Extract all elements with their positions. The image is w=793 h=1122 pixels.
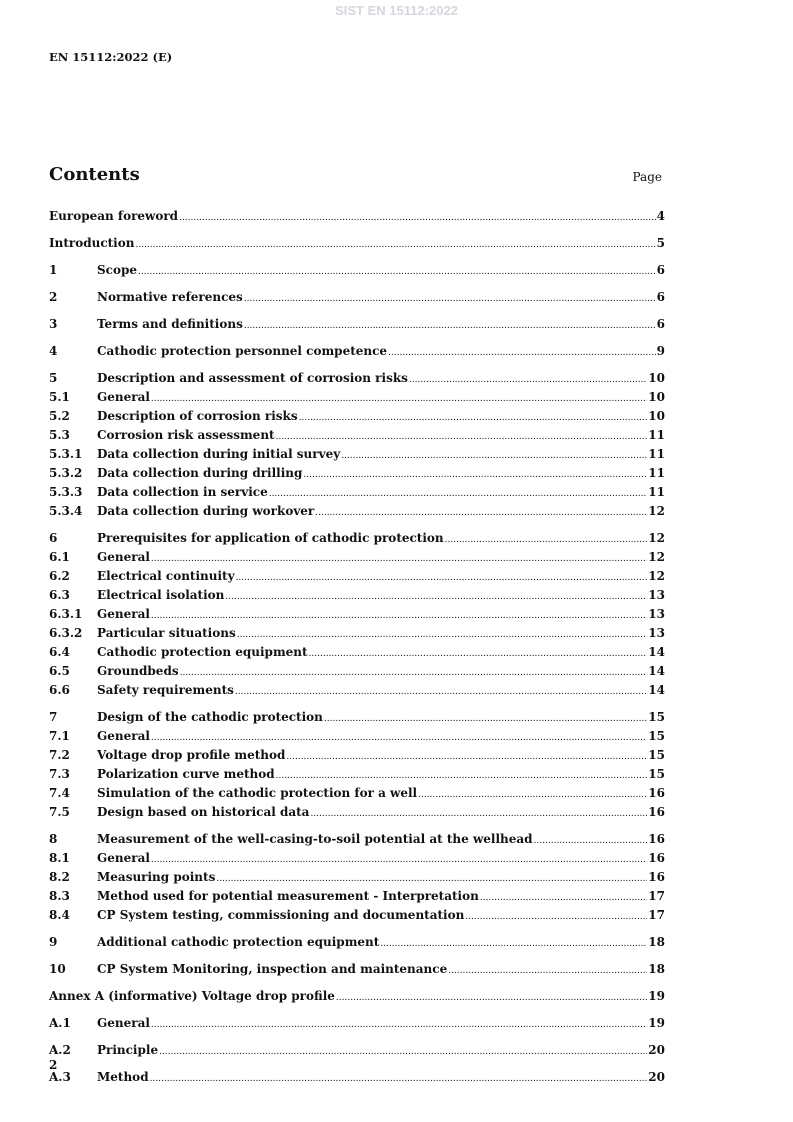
toc-dot-leader [445, 530, 648, 549]
toc-entry-page: 12 [648, 531, 665, 545]
toc-dot-leader [465, 907, 647, 926]
toc-entry[interactable] [49, 568, 665, 587]
toc-entry-page: 4 [656, 209, 665, 223]
toc-dot-leader [341, 446, 647, 465]
toc-entry-number: 6.4 [49, 645, 70, 659]
toc-entry-page: 16 [648, 832, 665, 846]
toc-dot-leader [418, 785, 647, 804]
toc-entry[interactable] [49, 785, 665, 804]
toc-entry-number: 7.1 [49, 729, 70, 743]
toc-entry-number: 5.3.4 [49, 504, 83, 518]
toc-entry-title: Data collection during workover [97, 504, 315, 518]
toc-entry[interactable] [49, 343, 665, 362]
toc-entry-number: 5.2 [49, 409, 70, 423]
toc-entry-number: 4 [49, 344, 58, 358]
toc-dot-leader [235, 682, 647, 701]
toc-entry-title: General [97, 550, 150, 564]
toc-dot-leader [269, 484, 648, 503]
toc-entry[interactable] [49, 961, 665, 980]
toc-entry[interactable] [49, 549, 665, 568]
toc-entry-number: 8 [49, 832, 58, 846]
toc-entry-title: Measuring points [97, 870, 216, 884]
toc-entry-title: Data collection during drilling [97, 466, 303, 480]
toc-entry-page: 10 [648, 371, 665, 385]
toc-dot-leader [179, 208, 656, 227]
document-id: EN 15112:2022 (E) [49, 50, 173, 64]
toc-dot-leader [180, 663, 648, 682]
toc-entry[interactable] [49, 888, 665, 907]
toc-entry[interactable] [49, 625, 665, 644]
toc-entry-number: 8.1 [49, 851, 70, 865]
toc-entry-title: Particular situations [97, 626, 236, 640]
toc-entry[interactable] [49, 709, 665, 728]
toc-entry-number: 5.3.3 [49, 485, 83, 499]
toc-entry-title: Prerequisites for application of cathodic protection [97, 531, 444, 545]
toc-entry-page: 19 [648, 1016, 665, 1030]
toc-entry[interactable] [49, 503, 665, 522]
toc-dot-leader [216, 869, 647, 888]
toc-entry-title: Method [97, 1070, 149, 1084]
toc-entry-title: Additional cathodic protection equipment [97, 935, 380, 949]
toc-entry-title: Scope [97, 263, 138, 277]
toc-entry-number: 5.1 [49, 390, 70, 404]
toc-entry[interactable] [49, 235, 665, 254]
toc-dot-leader [303, 465, 647, 484]
toc-entry[interactable] [49, 766, 665, 785]
toc-entry-page: 13 [648, 607, 665, 621]
toc-entry[interactable] [49, 850, 665, 869]
toc-entry-title: CP System testing, commissioning and documentation [97, 908, 465, 922]
toc-dot-leader [409, 370, 647, 389]
toc-entry[interactable] [49, 389, 665, 408]
toc-dot-leader [225, 587, 647, 606]
toc-entry-number: 6.3 [49, 588, 70, 602]
toc-entry-number: A.1 [49, 1016, 71, 1030]
toc-entry-page: 11 [648, 466, 665, 480]
toc-dot-leader [534, 831, 648, 850]
toc-entry-page: 13 [648, 588, 665, 602]
toc-entry-title: Design based on historical data [97, 805, 310, 819]
toc-entry[interactable] [49, 1042, 665, 1061]
toc-entry[interactable] [49, 728, 665, 747]
toc-entry[interactable] [49, 747, 665, 766]
toc-entry-number: 7.2 [49, 748, 70, 762]
toc-entry-number: 8.4 [49, 908, 70, 922]
toc-entry-title: Data collection in service [97, 485, 268, 499]
toc-entry-title: Cathodic protection personnel competence [97, 344, 388, 358]
toc-dot-leader [151, 1015, 647, 1034]
toc-entry-title: General [97, 607, 150, 621]
toc-dot-leader [276, 766, 648, 785]
toc-dot-leader [388, 343, 656, 362]
toc-entry[interactable] [49, 530, 665, 549]
toc-dot-leader [324, 709, 647, 728]
toc-entry[interactable] [49, 316, 665, 335]
toc-entry[interactable] [49, 644, 665, 663]
toc-entry-title: Normative references [97, 290, 243, 304]
toc-entry-page: 11 [648, 428, 665, 442]
toc-entry-page: 11 [648, 485, 665, 499]
toc-entry-number: 6 [49, 531, 58, 545]
toc-entry-number: 8.3 [49, 889, 70, 903]
toc-entry[interactable] [49, 606, 665, 625]
toc-dot-leader [237, 625, 648, 644]
toc-entry-title: Groundbeds [97, 664, 179, 678]
toc-entry[interactable] [49, 587, 665, 606]
toc-entry-page: 6 [656, 263, 665, 277]
toc-entry[interactable] [49, 831, 665, 850]
toc-entry-page: 13 [648, 626, 665, 640]
toc-entry-page: 16 [648, 851, 665, 865]
toc-entry-page: 10 [648, 409, 665, 423]
toc-dot-leader [138, 262, 656, 281]
toc-entry-number: 10 [49, 962, 66, 976]
toc-entry-page: 16 [648, 870, 665, 884]
toc-entry-page: 14 [648, 664, 665, 678]
toc-entry-title: Description of corrosion risks [97, 409, 298, 423]
toc-entry-number: 7 [49, 710, 58, 724]
toc-entry-title: Method used for potential measurement - Interpretation [97, 889, 479, 903]
toc-dot-leader [315, 503, 647, 522]
page-number: 2 [49, 1058, 58, 1072]
toc-entry-title: General [97, 1016, 150, 1030]
toc-dot-leader [310, 804, 647, 823]
toc-entry-page: 15 [648, 710, 665, 724]
toc-entry-number: 3 [49, 317, 58, 331]
toc-entry-page: 18 [648, 935, 665, 949]
toc-entry-page: 20 [648, 1043, 665, 1057]
toc-dot-leader [236, 568, 648, 587]
toc-entry-number: 6.3.2 [49, 626, 83, 640]
toc-entry[interactable] [49, 869, 665, 888]
toc-dot-leader [151, 389, 647, 408]
toc-entry-title: CP System Monitoring, inspection and maintenance [97, 962, 448, 976]
toc-entry-title: Introduction [49, 236, 135, 250]
toc-dot-leader [336, 988, 647, 1007]
toc-entry-number: 7.3 [49, 767, 70, 781]
toc-entry-number: 2 [49, 290, 58, 304]
toc-entry[interactable] [49, 934, 665, 953]
toc-dot-leader [276, 427, 648, 446]
toc-entry-page: 15 [648, 748, 665, 762]
toc-dot-leader [151, 728, 647, 747]
toc-entry-page: 18 [648, 962, 665, 976]
toc-entry-page: 11 [648, 447, 665, 461]
toc-entry-page: 16 [648, 805, 665, 819]
toc-dot-leader [159, 1042, 647, 1061]
toc-entry-number: 5 [49, 371, 58, 385]
toc-entry-number: 6.2 [49, 569, 70, 583]
toc-entry-title: Electrical continuity [97, 569, 235, 583]
toc-entry[interactable] [49, 289, 665, 308]
toc-entry-title: Simulation of the cathodic protection for a well [97, 786, 418, 800]
toc-entry-page: 14 [648, 683, 665, 697]
toc-entry-page: 14 [648, 645, 665, 659]
toc-entry-number: 7.4 [49, 786, 70, 800]
toc-entry-title: Annex A (informative) Voltage drop profile [49, 989, 335, 1003]
toc-entry[interactable] [49, 262, 665, 281]
toc-entry-number: 8.2 [49, 870, 70, 884]
toc-entry-number: 5.3 [49, 428, 70, 442]
toc-entry-page: 15 [648, 729, 665, 743]
table-of-contents [49, 208, 665, 1088]
toc-dot-leader [286, 747, 647, 766]
toc-entry-page: 6 [656, 290, 665, 304]
toc-dot-leader [244, 316, 656, 335]
toc-entry-title: Safety requirements [97, 683, 234, 697]
toc-dot-leader [151, 606, 647, 625]
toc-entry-title: Measurement of the well-casing-to-soil potential at the wellhead [97, 832, 533, 846]
toc-entry-title: General [97, 851, 150, 865]
toc-entry-number: 9 [49, 935, 58, 949]
toc-entry-page: 17 [648, 889, 665, 903]
toc-entry-title: Voltage drop profile method [97, 748, 286, 762]
toc-entry-number: A.2 [49, 1043, 71, 1057]
toc-entry-page: 16 [648, 786, 665, 800]
toc-entry[interactable] [49, 1069, 665, 1088]
toc-entry-title: Corrosion risk assessment [97, 428, 275, 442]
page-title: Contents [49, 164, 140, 185]
toc-entry-title: European foreword [49, 209, 179, 223]
page-column-label: Page [632, 170, 662, 184]
toc-entry[interactable] [49, 682, 665, 701]
toc-dot-leader [448, 961, 647, 980]
toc-entry-page: 17 [648, 908, 665, 922]
toc-entry-title: Electrical isolation [97, 588, 225, 602]
toc-dot-leader [299, 408, 648, 427]
toc-dot-leader [380, 934, 647, 953]
toc-entry[interactable] [49, 988, 665, 1007]
toc-entry-page: 12 [648, 569, 665, 583]
toc-entry-number: 6.3.1 [49, 607, 83, 621]
toc-dot-leader [309, 644, 648, 663]
toc-entry-page: 12 [648, 550, 665, 564]
toc-entry[interactable] [49, 208, 665, 227]
toc-entry-number: 7.5 [49, 805, 70, 819]
toc-entry-title: Cathodic protection equipment [97, 645, 308, 659]
toc-entry-title: General [97, 729, 150, 743]
toc-dot-leader [135, 235, 655, 254]
toc-entry-title: Design of the cathodic protection [97, 710, 323, 724]
toc-entry-number: A.3 [49, 1070, 71, 1084]
toc-entry-number: 1 [49, 263, 58, 277]
toc-entry-title: Data collection during initial survey [97, 447, 341, 461]
toc-entry-title: Description and assessment of corrosion risks [97, 371, 408, 385]
toc-entry[interactable] [49, 408, 665, 427]
toc-dot-leader [244, 289, 656, 308]
toc-entry-title: Principle [97, 1043, 159, 1057]
toc-dot-leader [150, 1069, 648, 1088]
toc-entry[interactable] [49, 804, 665, 823]
toc-entry-number: 5.3.2 [49, 466, 83, 480]
toc-entry-number: 5.3.1 [49, 447, 83, 461]
toc-entry-title: Polarization curve method [97, 767, 275, 781]
toc-entry[interactable] [49, 663, 665, 682]
toc-entry[interactable] [49, 484, 665, 503]
toc-entry-page: 5 [656, 236, 665, 250]
toc-dot-leader [151, 850, 647, 869]
toc-entry[interactable] [49, 427, 665, 446]
toc-entry-number: 6.1 [49, 550, 70, 564]
toc-entry-page: 12 [648, 504, 665, 518]
toc-entry-number: 6.6 [49, 683, 70, 697]
toc-entry[interactable] [49, 1015, 665, 1034]
toc-entry-page: 20 [648, 1070, 665, 1084]
toc-entry-page: 15 [648, 767, 665, 781]
toc-entry-title: General [97, 390, 150, 404]
toc-entry-title: Terms and definitions [97, 317, 243, 331]
toc-entry-page: 9 [656, 344, 665, 358]
toc-entry-page: 6 [656, 317, 665, 331]
toc-dot-leader [480, 888, 647, 907]
toc-entry-number: 6.5 [49, 664, 70, 678]
toc-entry-page: 10 [648, 390, 665, 404]
toc-entry[interactable] [49, 446, 665, 465]
toc-entry[interactable] [49, 907, 665, 926]
toc-entry-page: 19 [648, 989, 665, 1003]
watermark: SIST EN 15112:2022 [335, 3, 458, 18]
toc-entry[interactable] [49, 370, 665, 389]
toc-dot-leader [151, 549, 647, 568]
toc-entry[interactable] [49, 465, 665, 484]
